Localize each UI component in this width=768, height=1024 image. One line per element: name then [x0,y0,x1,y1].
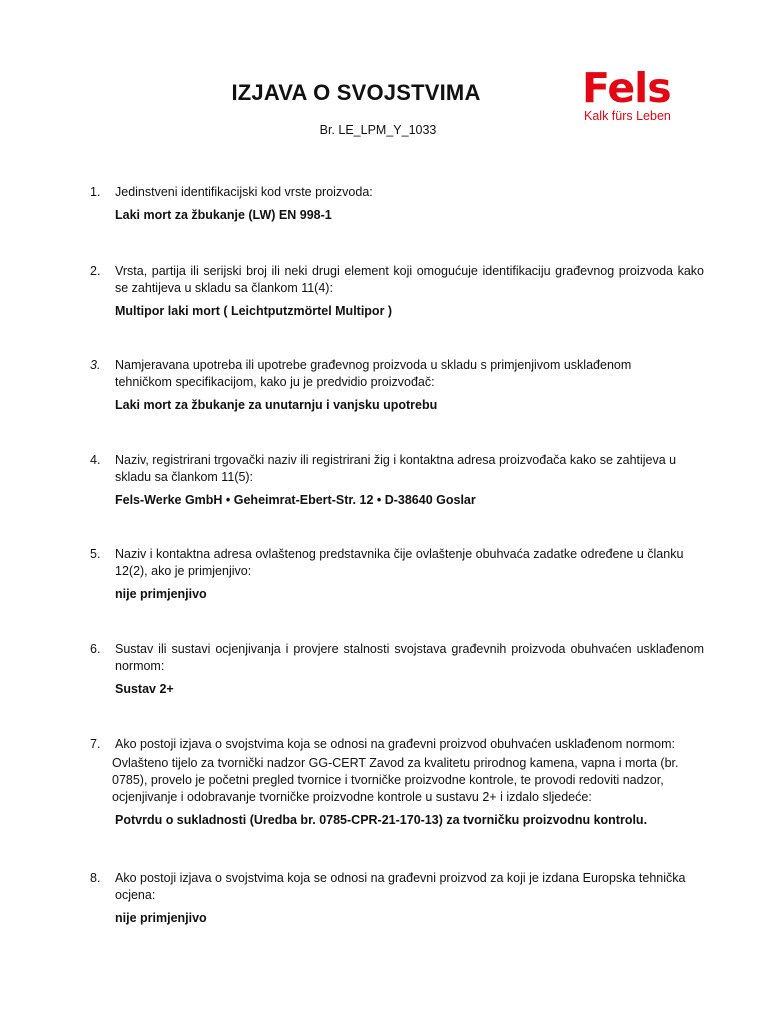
item-number: 7. [90,737,101,751]
list-item [90,546,704,603]
item-answer: Laki mort za žbukanje za unutarnju i vanjsku upotrebu [115,398,438,412]
item-answer: nije primjenjivo [115,911,207,925]
item-number: 6. [90,642,101,656]
item-text: Vrsta, partija ili serijski broj ili neki drugi element koji omogućuje identifikaciju građevnog proizvoda kako se zahtijeva u skladu sa člankom 11(4): [115,264,704,295]
item-answer: Potvrdu o sukladnosti (Uredba br. 0785-CPR-21-170-13) za tvorničku proizvodnu kontrolu. [115,813,648,827]
document-title: IZJAVA O SVOJSTVIMA [231,80,481,105]
item-answer: Multipor laki mort ( Leichtputzmörtel Multipor ) [115,304,393,318]
item-answer: Sustav 2+ [115,682,174,696]
fels-logo [582,66,702,126]
list-item [90,641,704,698]
item-text: Ako postoji izjava o svojstvima koja se odnosi na građevni proizvod za koji je izdana Europska tehnička ocjena: [115,871,686,902]
list-item [90,736,704,829]
item-text: Naziv, registrirani trgovački naziv ili registrirani žig i kontaktna adresa proizvođača kako se zahtijeva u skladu sa člankom 11(5): [115,453,677,484]
item-text: Namjeravana upotreba ili upotrebe građevnog proizvoda u skladu s primjenjivom usklađenom tehničkom specifikacijom, kako ju je predvidio proizvođač: [115,358,632,389]
item-text: Sustav ili sustavi ocjenjivanja i provjere stalnosti svojstava građevnih proizvoda obuhvaćen usklađenom normom: [115,642,704,673]
item-text: Ako postoji izjava o svojstvima koja se odnosi na građevni proizvod obuhvaćen usklađenom normom: [115,737,676,751]
logo-wordmark: Fels [582,64,671,112]
item-number: 1. [90,185,101,199]
item-subtext: Ovlašteno tijelo za tvornički nadzor GG-CERT Zavod za kvalitetu prirodnog kamena, vapna i morta (br. 0785), provelo je početni pregled tvornice i tvorničke proizvodne kontrole, te provodi redoviti nadzor, ocjenjivanje i odobravanje tvorničke proizvodne kontrole u sustavu 2+ i izdalo sljedeće: [112,756,679,804]
item-answer: Laki mort za žbukanje (LW) EN 998-1 [115,208,332,222]
item-answer: nije primjenjivo [115,587,207,601]
item-number: 5. [90,547,101,561]
list-item [90,357,704,414]
item-answer: Fels-Werke GmbH • Geheimrat-Ebert-Str. 12 • D-38640 Goslar [115,493,476,507]
item-number: 3. [90,358,101,372]
logo-tagline: Kalk fürs Leben [584,109,671,123]
item-text: Naziv i kontaktna adresa ovlaštenog predstavnika čije ovlaštenje obuhvaća zadatke određene u članku 12(2), ako je primjenjivo: [115,547,684,578]
list-item [90,263,704,320]
item-number: 8. [90,871,101,885]
item-number: 4. [90,453,101,467]
item-text: Jedinstveni identifikacijski kod vrste proizvoda: [115,185,373,199]
list-item [90,184,704,224]
list-item [90,452,704,509]
item-number: 2. [90,264,101,278]
list-item [90,870,704,927]
document-number: Br. LE_LPM_Y_1033 [319,123,437,137]
